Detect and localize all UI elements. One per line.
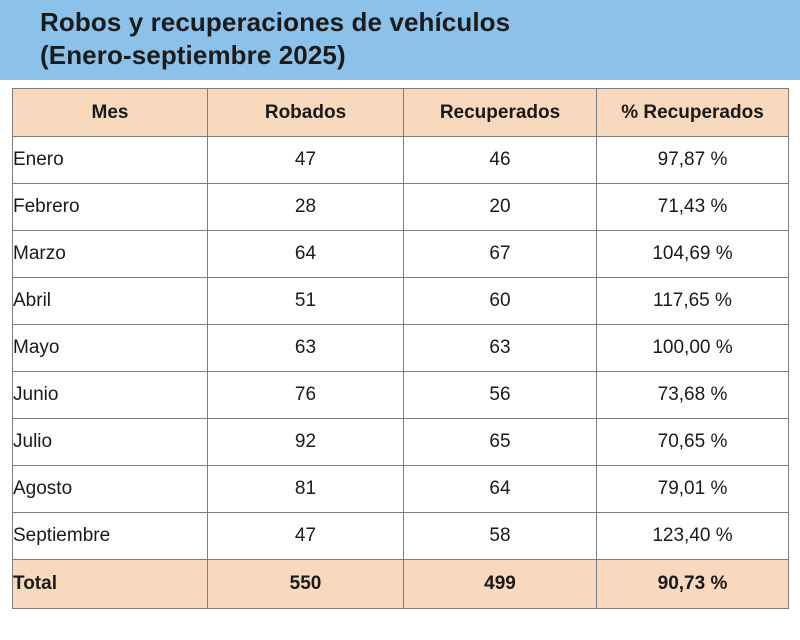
cell-recuperados: 64 xyxy=(404,466,597,513)
cell-mes: Febrero xyxy=(13,184,208,231)
cell-porcentaje: 79,01 % xyxy=(597,466,789,513)
cell-robados: 47 xyxy=(208,513,404,560)
table-row xyxy=(13,372,789,419)
cell-mes: Marzo xyxy=(13,231,208,278)
cell-mes: Abril xyxy=(13,278,208,325)
total-porcentaje: 90,73 % xyxy=(597,560,789,609)
total-robados: 550 xyxy=(208,560,404,609)
cell-porcentaje: 117,65 % xyxy=(597,278,789,325)
cell-robados: 63 xyxy=(208,325,404,372)
cell-recuperados: 60 xyxy=(404,278,597,325)
table-row xyxy=(13,325,789,372)
cell-porcentaje: 70,65 % xyxy=(597,419,789,466)
cell-recuperados: 63 xyxy=(404,325,597,372)
total-recuperados: 499 xyxy=(404,560,597,609)
cell-mes: Julio xyxy=(13,419,208,466)
table-row xyxy=(13,231,789,278)
cell-mes: Mayo xyxy=(13,325,208,372)
title-banner xyxy=(0,0,800,80)
cell-recuperados: 65 xyxy=(404,419,597,466)
cell-mes: Agosto xyxy=(13,466,208,513)
table-row xyxy=(13,466,789,513)
cell-robados: 51 xyxy=(208,278,404,325)
header-porcentaje: % Recuperados xyxy=(597,89,789,137)
table-row xyxy=(13,278,789,325)
header-robados: Robados xyxy=(208,89,404,137)
cell-robados: 28 xyxy=(208,184,404,231)
cell-robados: 92 xyxy=(208,419,404,466)
cell-recuperados: 20 xyxy=(404,184,597,231)
table-total-row xyxy=(13,560,789,609)
cell-recuperados: 67 xyxy=(404,231,597,278)
cell-recuperados: 56 xyxy=(404,372,597,419)
cell-porcentaje: 123,40 % xyxy=(597,513,789,560)
cell-porcentaje: 97,87 % xyxy=(597,137,789,184)
cell-porcentaje: 100,00 % xyxy=(597,325,789,372)
cell-porcentaje: 104,69 % xyxy=(597,231,789,278)
table-row xyxy=(13,184,789,231)
total-label: Total xyxy=(13,560,208,609)
cell-porcentaje: 71,43 % xyxy=(597,184,789,231)
table-row xyxy=(13,419,789,466)
cell-robados: 76 xyxy=(208,372,404,419)
cell-porcentaje: 73,68 % xyxy=(597,372,789,419)
page-subtitle: (Enero-septiembre 2025) xyxy=(40,40,346,70)
cell-mes: Enero xyxy=(13,137,208,184)
table-header-row xyxy=(13,89,789,137)
vehicle-theft-table xyxy=(12,88,789,609)
cell-recuperados: 46 xyxy=(404,137,597,184)
cell-robados: 81 xyxy=(208,466,404,513)
cell-robados: 47 xyxy=(208,137,404,184)
header-mes: Mes xyxy=(13,89,208,137)
table-row xyxy=(13,137,789,184)
page-title: Robos y recuperaciones de vehículos xyxy=(40,7,511,37)
cell-mes: Junio xyxy=(13,372,208,419)
cell-recuperados: 58 xyxy=(404,513,597,560)
header-recuperados: Recuperados xyxy=(404,89,597,137)
table-row xyxy=(13,513,789,560)
cell-mes: Septiembre xyxy=(13,513,208,560)
cell-robados: 64 xyxy=(208,231,404,278)
